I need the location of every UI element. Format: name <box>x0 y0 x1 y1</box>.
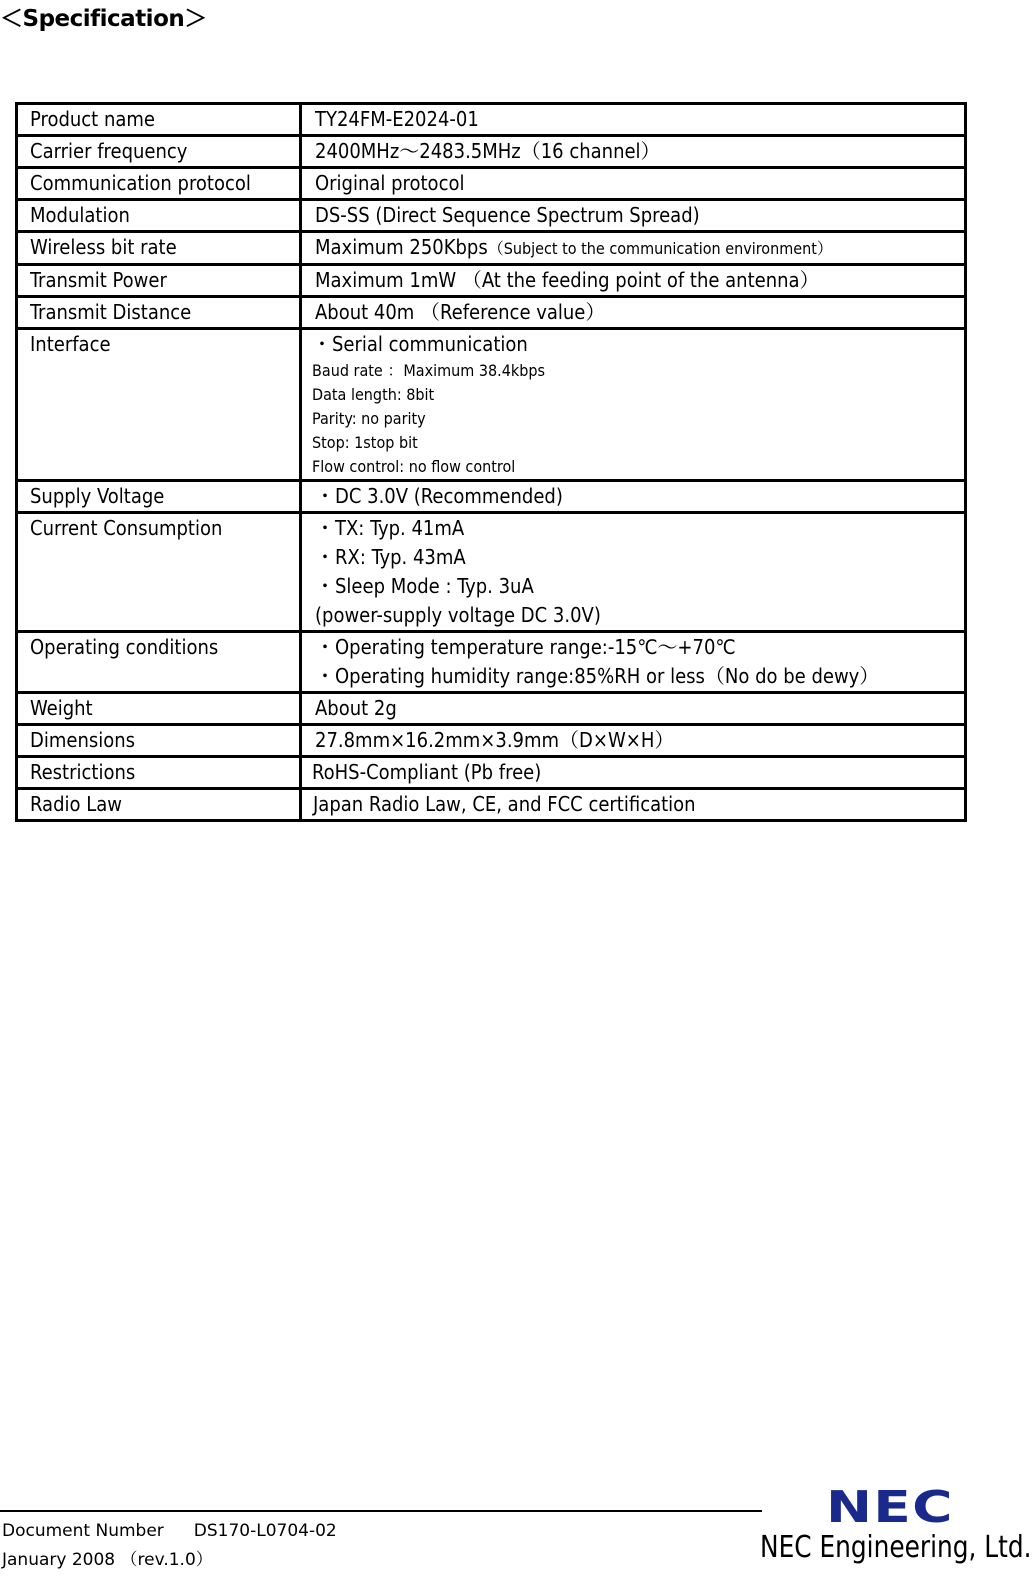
spec-label: Carrier frequency <box>17 136 301 168</box>
spec-label: Transmit Power <box>17 265 301 297</box>
spec-label: Operating conditions <box>17 632 301 693</box>
footer-divider <box>0 1510 762 1512</box>
table-row <box>17 168 966 200</box>
spec-value: Maximum 1mW （At the feeding point of the antenna） <box>301 265 966 297</box>
current-line: ・Sleep Mode : Typ. 3uA <box>315 574 534 598</box>
interface-line: Data length: 8bit <box>312 385 435 404</box>
table-row <box>17 725 966 757</box>
spec-label: Modulation <box>17 200 301 232</box>
condition-line: ・Operating temperature range:-15℃～+70℃ <box>315 635 736 659</box>
company-name: NEC Engineering, Ltd. <box>760 1530 1032 1565</box>
table-row <box>17 104 966 136</box>
spec-label: Restrictions <box>17 757 301 789</box>
spec-value: DS-SS (Direct Sequence Spectrum Spread) <box>301 200 966 232</box>
document-date: January 2008 （rev.1.0） <box>2 1550 213 1570</box>
spec-value: ・DC 3.0V (Recommended) <box>301 481 966 513</box>
interface-line: Baud rate ：Maximum 38.4kbps <box>312 361 545 380</box>
specification-table <box>15 102 967 822</box>
spec-label: Wireless bit rate <box>17 232 301 265</box>
spec-label: Interface <box>17 329 301 481</box>
condition-line: ・Operating humidity range:85%RH or less（No do be dewy） <box>315 664 880 688</box>
document-number-value: DS170-L0704-02 <box>193 1521 337 1541</box>
table-row <box>17 757 966 789</box>
interface-line: Parity: no parity <box>312 409 426 428</box>
spec-value: RoHS-Compliant (Pb free) <box>301 757 966 789</box>
spec-label: Product name <box>17 104 301 136</box>
table-row <box>17 265 966 297</box>
document-number <box>2 1521 337 1541</box>
spec-value <box>301 632 966 693</box>
spec-value: 27.8mm×16.2mm×3.9mm（D×W×H） <box>301 725 966 757</box>
interface-title: ・Serial communication <box>312 332 528 356</box>
spec-value <box>301 513 966 632</box>
table-row <box>17 136 966 168</box>
spec-label: Current Consumption <box>17 513 301 632</box>
table-row <box>17 297 966 329</box>
current-line: ・TX: Typ. 41mA <box>315 516 465 540</box>
spec-label: Radio Law <box>17 789 301 821</box>
table-row <box>17 789 966 821</box>
spec-value: 2400MHz～2483.5MHz（16 channel） <box>301 136 966 168</box>
spec-label: Supply Voltage <box>17 481 301 513</box>
table-row <box>17 513 966 632</box>
table-row <box>17 481 966 513</box>
spec-label: Transmit Distance <box>17 297 301 329</box>
document-number-label: Document Number <box>2 1521 164 1541</box>
page-title: ＜Specification＞ <box>0 6 207 32</box>
table-row <box>17 693 966 725</box>
table-row <box>17 200 966 232</box>
table-row <box>17 232 966 265</box>
bit-rate-value: Maximum 250Kbps <box>315 235 488 259</box>
spec-label: Weight <box>17 693 301 725</box>
interface-line: Flow control: no flow control <box>312 457 516 476</box>
interface-line: Stop: 1stop bit <box>312 433 418 452</box>
spec-value: TY24FM-E2024-01 <box>301 104 966 136</box>
current-line: ・RX: Typ. 43mA <box>315 545 466 569</box>
spec-value: Original protocol <box>301 168 966 200</box>
table-row <box>17 632 966 693</box>
spec-value: About 2g <box>301 693 966 725</box>
spec-value: Japan Radio Law, CE, and FCC certification <box>301 789 966 821</box>
table-row <box>17 329 966 481</box>
spec-label: Communication protocol <box>17 168 301 200</box>
spec-value <box>301 329 966 481</box>
spec-value <box>301 232 966 265</box>
current-line: (power-supply voltage DC 3.0V) <box>315 603 601 627</box>
spec-value: About 40m （Reference value） <box>301 297 966 329</box>
nec-logo: NEC <box>826 1482 954 1533</box>
bit-rate-note: （Subject to the communication environment） <box>487 239 833 258</box>
spec-label: Dimensions <box>17 725 301 757</box>
